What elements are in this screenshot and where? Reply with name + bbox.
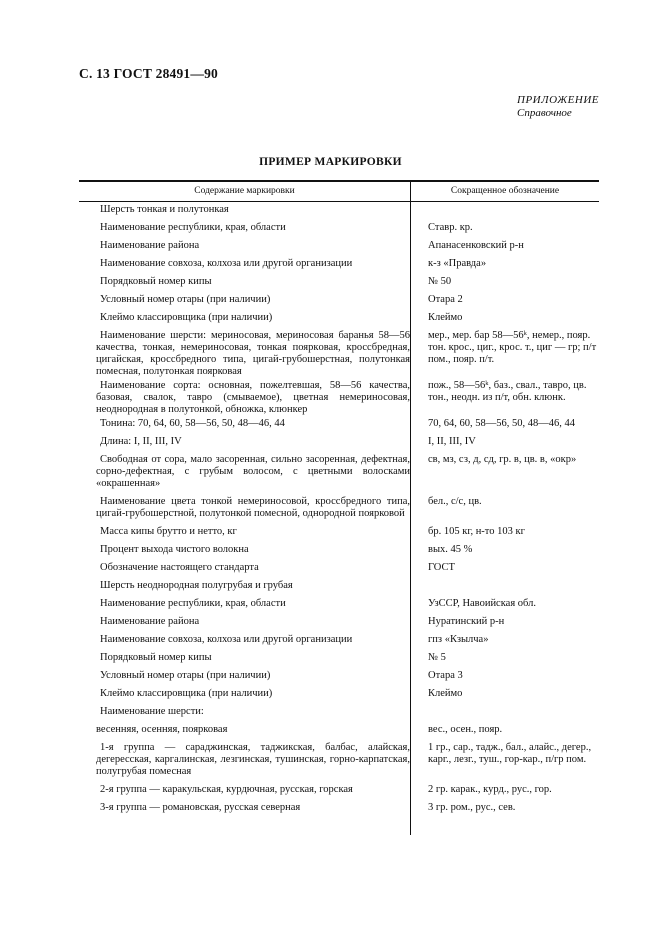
abbreviation-cell: Отара 2 (428, 294, 463, 305)
abbreviation-cell (410, 580, 598, 592)
table-row (79, 436, 599, 448)
abbreviation-cell: св, мз, сз, д, сд, гр. в, цв. в, «окр» (428, 454, 577, 465)
marking-content-cell: Свободная от сора, мало засоренная, сильно засоренная, дефектная, сорно-дефектная, с грубым волосом, с цветными волосками «окрашенная» (96, 454, 410, 489)
abbreviation-cell: № 50 (428, 276, 452, 287)
table-row (79, 258, 599, 270)
marking-content-cell: Наименование района (100, 240, 200, 251)
table-row (79, 544, 599, 556)
table-row (79, 598, 599, 610)
marking-content-cell: Условный номер отары (при наличии) (100, 670, 271, 681)
abbreviation-cell: Ставр. кр. (428, 222, 473, 233)
appendix-block (517, 94, 599, 119)
marking-content-cell: 1-я группа — сараджинская, таджикская, балбас, алайская, дегересская, каргалинская, лезгинская, тушинская, горно-карпатская, полугрубая помесная (96, 742, 410, 777)
table-row (79, 418, 599, 430)
table-row (79, 784, 599, 796)
marking-content-cell: Наименование совхоза, колхоза или другой организации (100, 634, 353, 645)
marking-content-cell: весенняя, осенняя, поярковая (96, 724, 228, 735)
marking-content-cell: Наименование республики, края, области (100, 222, 286, 233)
marking-content-cell: Шерсть тонкая и полутонкая (100, 204, 229, 215)
table-row (79, 670, 599, 682)
table-row (79, 706, 599, 718)
table-row (79, 380, 599, 416)
table-row (79, 724, 599, 736)
table-row (79, 562, 599, 574)
document-title: ПРИМЕР МАРКИРОВКИ (259, 156, 402, 168)
table-body (79, 204, 599, 814)
abbreviation-cell: бел., с/с, цв. (428, 496, 482, 507)
abbreviation-cell: Нуратинский р-н (428, 616, 505, 627)
table-header-content: Содержание маркировки (194, 186, 295, 196)
table-row (79, 526, 599, 538)
marking-content-cell: Тонина: 70, 64, 60, 58—56, 50, 48—46, 44 (100, 418, 285, 429)
marking-content-cell: Длина: I, II, III, IV (100, 436, 182, 447)
marking-content-cell: Клеймо классировщика (при наличии) (100, 688, 273, 699)
marking-content-cell: Наименование шерсти: (100, 706, 204, 717)
table-row (79, 276, 599, 288)
abbreviation-cell: УзССР, Навоийская обл. (428, 598, 536, 609)
table-row (79, 802, 599, 814)
marking-content-cell: Наименование шерсти: мериносовая, мериносовая баранья 58—56 качества, тонкая, немериносовая, тонкая пояркoвая, кроссбредная, цигайская, кроссбредного типа, цигай-грубошерстная, полутонкая помесная, полутонкая поярковая (96, 330, 410, 377)
abbreviation-cell: ГОСТ (428, 562, 455, 573)
page-header: С. 13 ГОСТ 28491—90 (79, 66, 218, 81)
abbreviation-cell: Апанасенковский р-н (428, 240, 524, 251)
appendix-title: ПРИЛОЖЕНИЕ (517, 94, 599, 106)
marking-content-cell: Масса кипы брутто и нетто, кг (100, 526, 237, 537)
marking-content-cell: 3-я группа — романовская, русская северная (100, 802, 301, 813)
abbreviation-cell: 70, 64, 60, 58—56, 50, 48—46, 44 (428, 418, 575, 429)
table-row (79, 652, 599, 664)
table-row (79, 222, 599, 234)
table-row (79, 616, 599, 628)
marking-content-cell: Условный номер отары (при наличии) (100, 294, 271, 305)
abbreviation-cell: 3 гр. ром., рус., сев. (428, 802, 516, 813)
abbreviation-cell: Клеймо (428, 688, 463, 699)
marking-content-cell: Наименование района (100, 616, 200, 627)
abbreviation-cell: Отара 3 (428, 670, 463, 681)
table-row (79, 454, 599, 490)
abbreviation-cell: бр. 105 кг, н-то 103 кг (428, 526, 525, 537)
abbreviation-cell: мер., мер. бар 58—56ᵏ, немер., пояр. тон. крос., циг., крос. т., циг — гр; п/т пом., пояр. п/т. (428, 330, 597, 365)
marking-content-cell: Порядковый номер кипы (100, 276, 212, 287)
table-header-abbreviation: Сокращенное обозначение (450, 186, 560, 196)
marking-content-cell: Наименование цвета тонкой немериносовой, кроссбредного типа, цигай-грубошерстной, полутонкой помесной, однородной поярковой (96, 496, 410, 519)
table-row (79, 634, 599, 646)
abbreviation-cell: вес., осен., пояр. (428, 724, 503, 735)
abbreviation-cell (410, 204, 598, 216)
abbreviation-cell: гпз «Кзылча» (428, 634, 489, 645)
abbreviation-cell: 2 гр. карак., курд., рус., гор. (428, 784, 552, 795)
table-row (79, 204, 599, 216)
table-top-rule (79, 180, 599, 182)
table-row (79, 330, 599, 378)
abbreviation-cell: 1 гр., сар., тадж., бал., алайс., дегер., карг., лезг., туш., гор-кар., п/гр пом. (428, 742, 592, 765)
table-row (79, 496, 599, 520)
abbreviation-cell: к-з «Правда» (428, 258, 487, 269)
abbreviation-cell: пож., 58—56ᵏ, баз., свал., тавро, цв. тон., неодн. из п/т, обн. клюнк. (428, 380, 587, 403)
marking-content-cell: Наименование совхоза, колхоза или другой организации (100, 258, 353, 269)
table-row (79, 688, 599, 700)
marking-content-cell: 2-я группа — каракульская, курдючная, русская, горская (100, 784, 353, 795)
marking-content-cell: Наименование республики, края, области (100, 598, 286, 609)
marking-content-cell: Порядковый номер кипы (100, 652, 212, 663)
appendix-subtitle: Справочное (517, 107, 572, 119)
marking-content-cell: Обозначение настоящего стандарта (100, 562, 259, 573)
abbreviation-cell: I, II, III, IV (428, 436, 476, 447)
table-row (79, 294, 599, 306)
table-row (79, 312, 599, 324)
abbreviation-cell: № 5 (428, 652, 446, 663)
marking-content-cell: Наименование сорта: основная, пожелтевшая, 58—56 качества, базовая, свалок, тавро (смываемое), цветная немериносовая, неоднородная в полутонкой, обножка, клюнкер (96, 380, 410, 415)
table-header-rule (79, 201, 599, 202)
abbreviation-cell: Клеймо (428, 312, 463, 323)
marking-content-cell: Шерсть неоднородная полугрубая и грубая (100, 580, 293, 591)
table-row (79, 742, 599, 778)
table-row (79, 240, 599, 252)
marking-content-cell: Процент выхода чистого волокна (100, 544, 249, 555)
abbreviation-cell: вых. 45 % (428, 544, 473, 555)
abbreviation-cell (410, 706, 598, 718)
marking-content-cell: Клеймо классировщика (при наличии) (100, 312, 273, 323)
table-row (79, 580, 599, 592)
